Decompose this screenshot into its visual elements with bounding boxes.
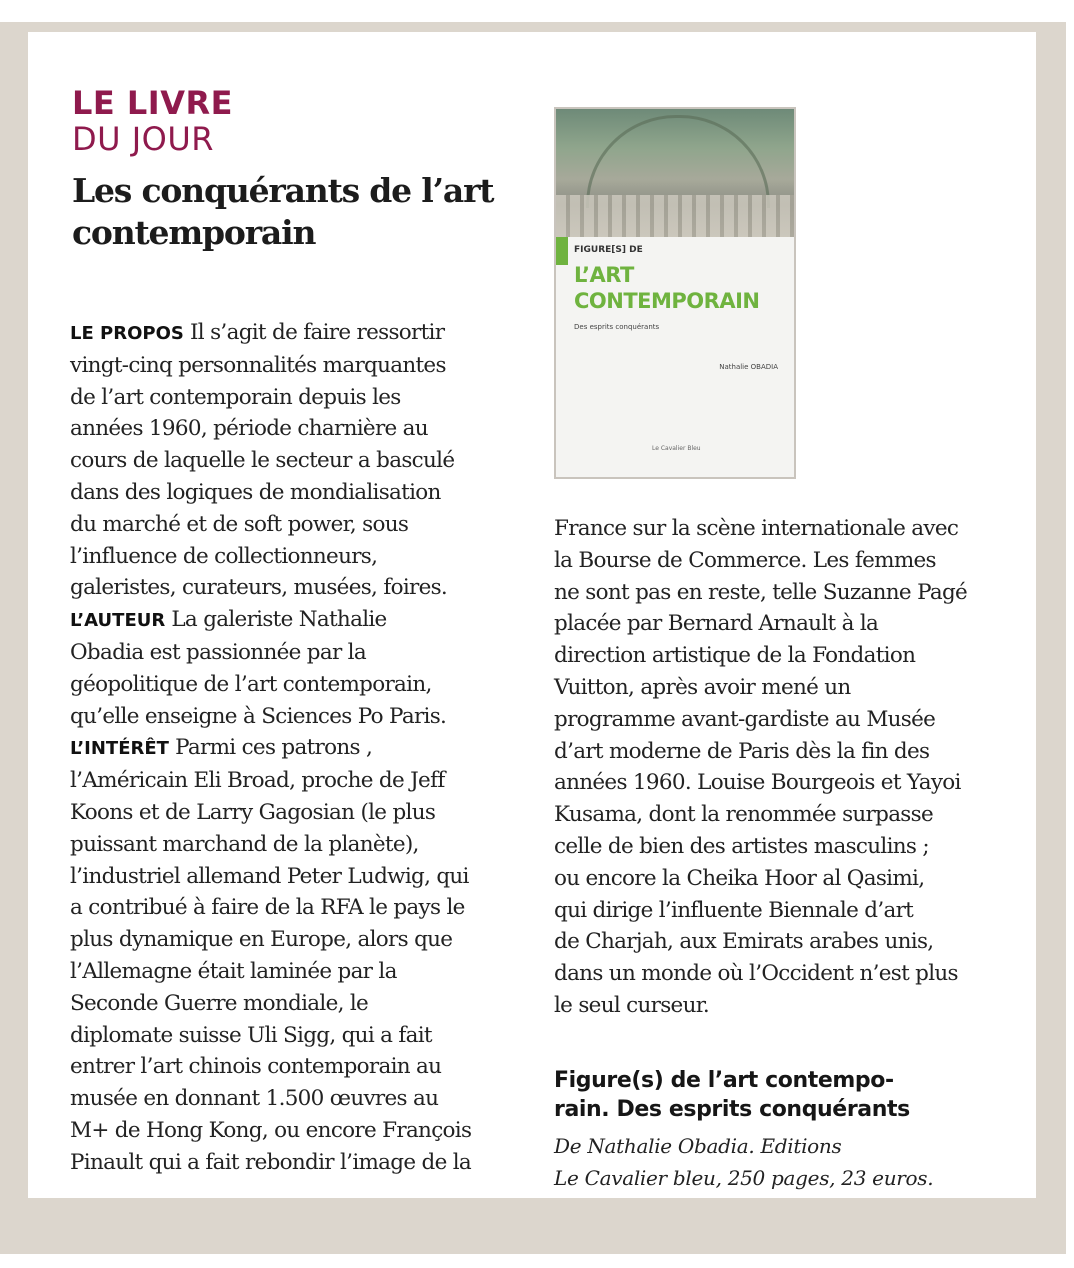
text-line: [70, 1051, 471, 1083]
text-line: [70, 637, 471, 669]
text-line: qui dirige l’influente Biennale d’art: [554, 897, 914, 923]
text-line: [70, 445, 471, 477]
text-line: [70, 797, 471, 829]
text-content: qu’elle enseigne à Sciences Po Paris.: [70, 703, 447, 729]
text-line: années 1960. Louise Bourgeois et Yayoi: [554, 770, 961, 796]
text-content: Seconde Guerre mondiale, le: [70, 990, 369, 1016]
text-content: du marché et de soft power, sous: [70, 511, 409, 537]
text-line: le seul curseur.: [554, 992, 710, 1018]
text-line: ne sont pas en reste, telle Suzanne Pagé: [554, 579, 968, 605]
text-line: France sur la scène internationale avec: [554, 516, 959, 541]
text-line: la Bourse de Commerce. Les femmes: [554, 547, 936, 573]
text-line: [70, 1020, 471, 1052]
text-content: La galeriste Nathalie: [171, 607, 387, 633]
text-content: puissant marchand de la planète),: [70, 831, 419, 857]
text-line: [70, 861, 471, 893]
text-line: de Charjah, aux Emirats arabes unis,: [554, 929, 934, 955]
text-line: [70, 1083, 471, 1115]
cover-title-line2: CONTEMPORAIN: [574, 289, 760, 313]
text-content: entrer l’art chinois contemporain au: [70, 1054, 442, 1080]
book-details: [554, 1130, 933, 1194]
text-content: années 1960, période charnière au: [70, 416, 428, 442]
cover-author: Nathalie OBADIA: [719, 363, 778, 371]
section-label: LE PROPOS: [70, 323, 184, 344]
text-line: [70, 892, 471, 924]
text-content: Obadia est passionnée par la: [70, 639, 366, 665]
section-label: L’INTÉRÊT: [70, 738, 169, 760]
cover-title-line1: L’ART: [574, 263, 634, 287]
text-content: Il s’agit de faire ressortir: [190, 320, 445, 345]
cover-photo: [556, 109, 794, 237]
text-content: Pinault qui a fait rebondir l’image de la: [70, 1149, 472, 1175]
text-content: géopolitique de l’art contemporain,: [70, 671, 432, 697]
text-content: Parmi ces patrons ,: [175, 735, 373, 761]
article-card: [28, 32, 1036, 1198]
text-line: [70, 988, 471, 1020]
left-column: [70, 317, 471, 1179]
text-line: [70, 701, 471, 733]
text-content: l’influence de collectionneurs,: [70, 543, 378, 569]
text-line: Vuitton, après avoir mené un: [554, 674, 851, 700]
article-headline: Les conquérants de l’art contemporain: [72, 171, 494, 252]
text-line: [70, 956, 471, 988]
text-line: d’art moderne de Paris dès la fin des: [554, 738, 930, 764]
text-content: cours de laquelle le secteur a basculé: [70, 448, 455, 474]
text-content: de l’art contemporain depuis les: [70, 384, 401, 410]
text-line: [70, 541, 471, 573]
text-content: plus dynamique en Europe, alors que: [70, 927, 453, 953]
text-content: vingt-cinq personnalités marquantes: [70, 352, 446, 378]
text-line: dans un monde où l’Occident n’est plus: [554, 961, 958, 987]
text-line: [70, 1147, 471, 1179]
text-line: [70, 604, 471, 637]
cover-series: FIGURE[S] DE: [574, 245, 643, 255]
text-line: ou encore la Cheika Hoor al Qasimi,: [554, 865, 925, 891]
text-line: [70, 829, 471, 861]
section-kicker: LE LIVRE: [72, 84, 233, 122]
cover-subtitle: Des esprits conquérants: [574, 323, 660, 331]
text-content: musée en donnant 1.500 œuvres au: [70, 1086, 439, 1112]
text-line: placée par Bernard Arnault à la: [554, 611, 879, 637]
text-content: M+ de Hong Kong, ou encore François: [70, 1117, 472, 1143]
text-line: [70, 317, 471, 350]
cover-publisher: Le Cavalier Bleu: [652, 445, 701, 452]
text-line: [70, 765, 471, 797]
book-cover-image: [554, 107, 796, 479]
text-content: l’Allemagne était laminée par la: [70, 958, 397, 984]
book-details-line1: De Nathalie Obadia. Editions: [554, 1134, 842, 1158]
text-line: [70, 669, 471, 701]
book-title-line2: rain. Des esprits conquérants: [554, 1097, 910, 1122]
text-content: a contribué à faire de la RFA le pays le: [70, 895, 465, 921]
text-line: [70, 924, 471, 956]
text-line: [70, 572, 471, 604]
text-content: l’Américain Eli Broad, proche de Jeff: [70, 768, 445, 794]
text-content: galeristes, curateurs, musées, foires.: [70, 575, 448, 601]
text-content: l’industriel allemand Peter Ludwig, qui: [70, 863, 469, 889]
text-line: [70, 477, 471, 509]
section-label: L’AUTEUR: [70, 610, 166, 632]
right-column: [554, 513, 967, 1022]
cover-accent-bar: [556, 237, 568, 265]
text-line: celle de bien des artistes masculins ;: [554, 833, 929, 859]
book-details-line2: Le Cavalier bleu, 250 pages, 23 euros.: [554, 1166, 934, 1190]
text-line: [70, 350, 471, 382]
text-content: Koons et de Larry Gagosian (le plus: [70, 799, 436, 825]
text-line: [70, 382, 471, 414]
text-line: [70, 413, 471, 445]
text-line: [70, 509, 471, 541]
section-kicker-sub: DU JOUR: [72, 120, 215, 158]
book-title: [554, 1066, 910, 1124]
book-title-line1: Figure(s) de l’art contempo-: [554, 1068, 894, 1093]
text-line: Kusama, dont la renommée surpasse: [554, 802, 933, 828]
cover-floor-shape: [556, 195, 794, 237]
text-content: diplomate suisse Uli Sigg, qui a fait: [70, 1022, 432, 1048]
text-line: [70, 732, 471, 765]
text-content: dans des logiques de mondialisation: [70, 479, 441, 505]
text-line: programme avant-gardiste au Musée: [554, 706, 936, 732]
text-line: [70, 1115, 471, 1147]
text-line: direction artistique de la Fondation: [554, 643, 916, 669]
